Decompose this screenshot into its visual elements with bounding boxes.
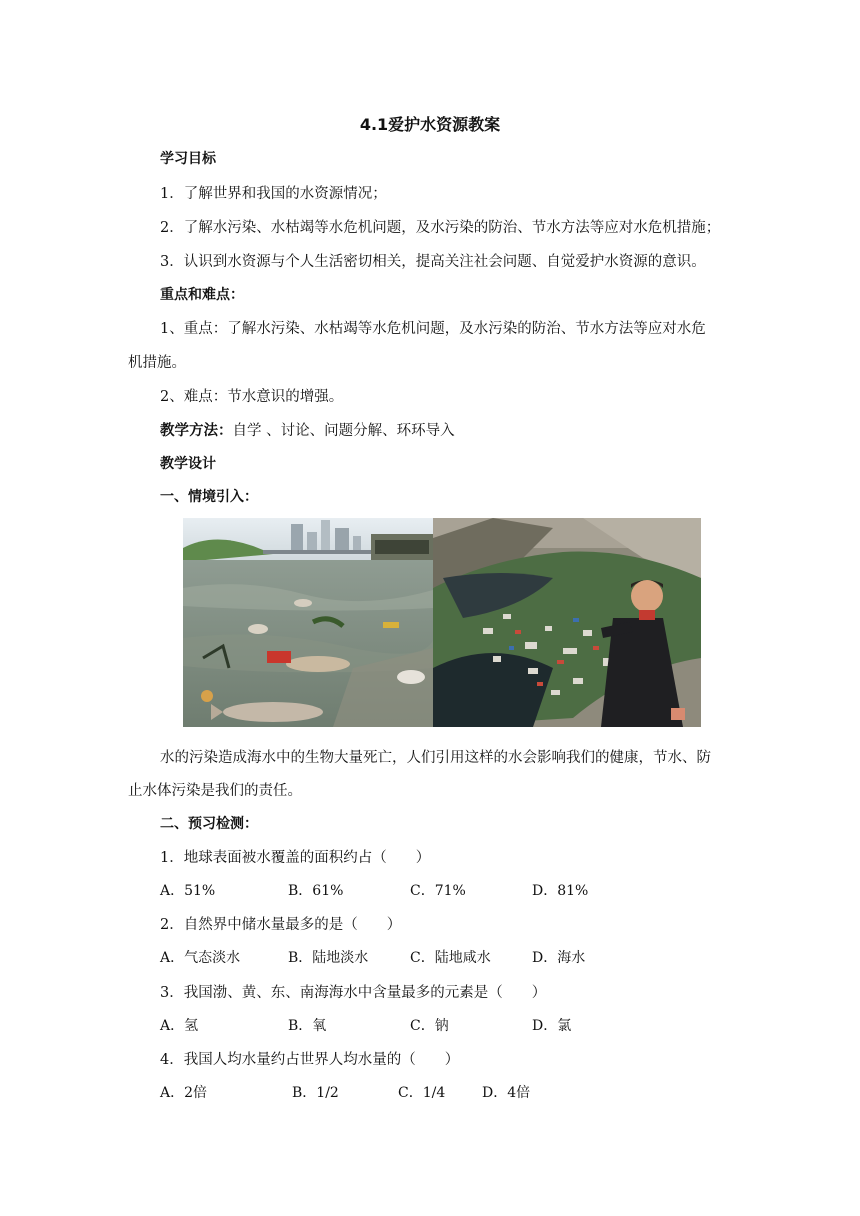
option-c: C．1/4 [398, 1085, 446, 1101]
teaching-method [160, 419, 455, 440]
question-4: 4．我国人均水量约占世界人均水量的（ ） [160, 1052, 460, 1068]
key-point-line-2: 机措施。 [128, 355, 186, 371]
objective-item-3: 3．认识到水资源与个人生活密切相关，提高关注社会问题、自觉爱护水资源的意识。 [160, 254, 706, 270]
section2-heading: 二、预习检测： [160, 816, 258, 832]
question-1: 1．地球表面被水覆盖的面积约占（ ） [160, 850, 431, 866]
option-d: D．海水 [532, 950, 586, 966]
option-b: B．61% [288, 883, 344, 899]
option-a: A．气态淡水 [160, 950, 241, 966]
objective-item-1: 1．了解世界和我国的水资源情况； [160, 186, 387, 202]
option-b: B．氧 [288, 1018, 327, 1034]
option-d: D．4倍 [482, 1085, 531, 1101]
document-title: 4.1爱护水资源教案 [359, 115, 501, 134]
option-c: C．陆地咸水 [410, 950, 491, 966]
option-b: B．1/2 [292, 1085, 339, 1101]
option-d: D．氯 [532, 1018, 572, 1034]
option-a: A．氢 [160, 1018, 199, 1034]
dead-fish-photo [183, 518, 433, 727]
option-a: A．51% [160, 883, 216, 899]
design-heading: 教学设计 [160, 456, 216, 472]
option-c: C．71% [410, 883, 466, 899]
teaching-method-text: 自学 、讨论、问题分解、环环导入 [232, 423, 455, 439]
polluted-river-photo [433, 518, 701, 727]
key-point-line-1: 1、重点：了解水污染、水枯竭等水危机问题，及水污染的防治、节水方法等应对水危 [160, 321, 706, 337]
objectives-heading: 学习目标 [160, 151, 216, 167]
difficulty-line: 2、难点：节水意识的增强。 [160, 389, 344, 405]
section1-paragraph-line-2: 止水体污染是我们的责任。 [128, 783, 302, 799]
option-c: C．钠 [410, 1018, 449, 1034]
question-3: 3．我国渤、黄、东、南海海水中含量最多的元素是（ ） [160, 985, 547, 1001]
section1-heading: 一、情境引入： [160, 489, 258, 505]
pollution-photos [183, 518, 701, 727]
section1-paragraph-line-1: 水的污染造成海水中的生物大量死亡，人们引用这样的水会影响我们的健康，节水、防 [160, 750, 711, 766]
option-a: A．2倍 [160, 1085, 208, 1101]
option-b: B．陆地淡水 [288, 950, 369, 966]
teaching-method-label: 教学方法： [160, 423, 233, 439]
key-points-heading: 重点和难点： [160, 287, 244, 303]
option-d: D．81% [532, 883, 589, 899]
question-2: 2．自然界中储水量最多的是（ ） [160, 917, 402, 933]
objective-item-2: 2．了解水污染、水枯竭等水危机问题，及水污染的防治、节水方法等应对水危机措施； [160, 220, 721, 236]
